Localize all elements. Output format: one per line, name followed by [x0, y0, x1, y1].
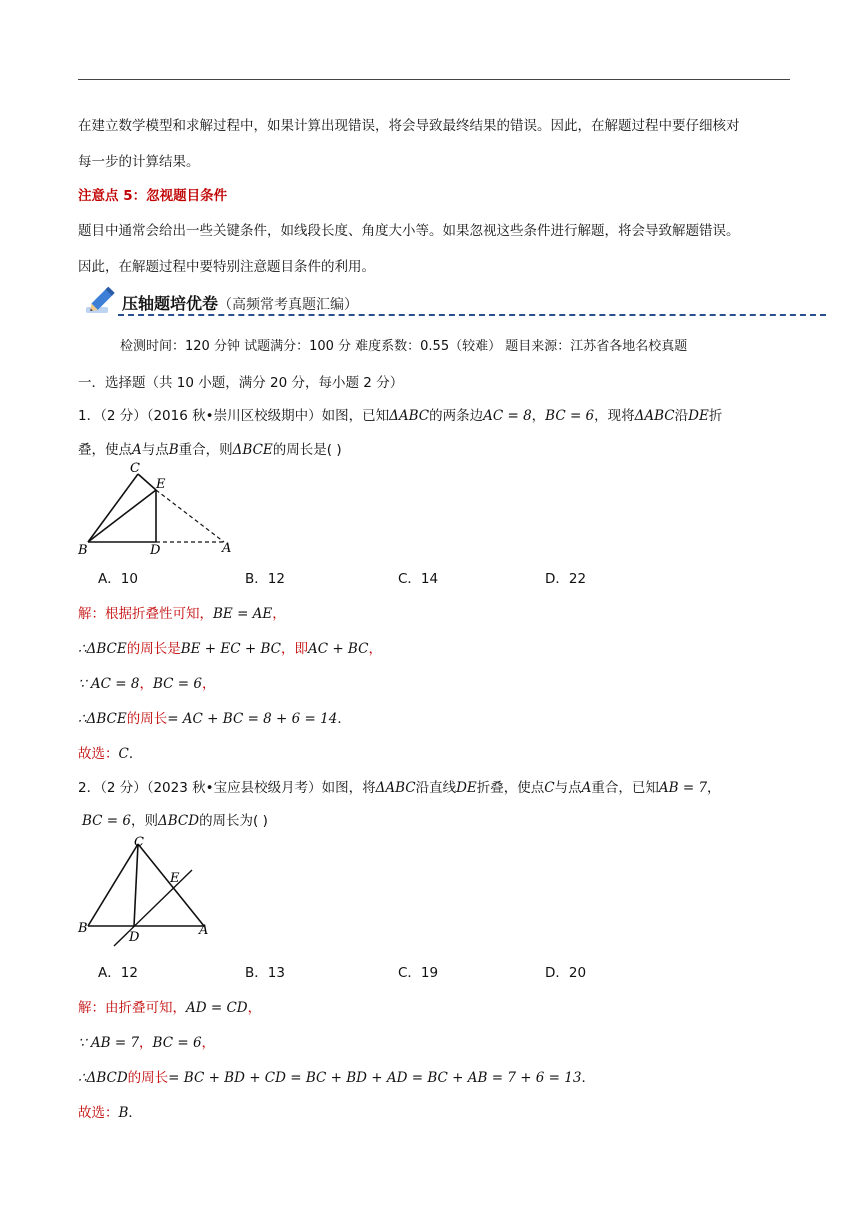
q2-line2-text-c: 的周长为( ): [199, 813, 268, 829]
q2-stem-text-a: 2．（2 分）（2023 秋•宝应县校级月考）如图，将: [78, 780, 376, 796]
q1-segment-ea-dashed: [156, 490, 224, 542]
q1-sol2-end: ，: [368, 641, 382, 657]
q1-line2-text-d: 的周长是( ): [272, 442, 342, 458]
q1-figure: [74, 462, 244, 558]
q2-sol3-math-a: ∴ΔBCD: [78, 1070, 128, 1086]
note5-line-2: 因此，在解题过程中要特别注意题目条件的利用。: [78, 259, 375, 275]
q1-choice-d: D．22: [545, 571, 587, 587]
banner-title-row: [122, 291, 358, 314]
q1-sol3-math-a: ∵ AC = 8: [78, 676, 140, 692]
q1-point-b: B: [168, 442, 179, 458]
banner-dashed-line: [118, 314, 826, 316]
q1-answer-label: 故选：: [78, 746, 119, 762]
q2-sol3-text-b: 的周长: [127, 1070, 169, 1086]
q2-sol2-comma: ，: [139, 1035, 153, 1051]
q2-label-d: D: [129, 930, 140, 945]
q2-sol1-end: ，: [247, 1000, 262, 1016]
q1-label-b: B: [78, 543, 88, 558]
banner-title: 压轴题培优卷: [122, 294, 219, 313]
q2-stem-text-f: ，: [707, 780, 721, 796]
q1-label-e: E: [156, 477, 166, 492]
q1-sol2-math-a: ∴ΔBCE: [78, 641, 127, 657]
q1-sol3-math-c: BC = 6: [152, 676, 202, 692]
q2-figure: [74, 832, 224, 952]
q2-line2-text-b: ，则: [130, 813, 158, 829]
q1-choice-c: C．14: [398, 571, 439, 587]
q2-answer: [78, 1101, 142, 1121]
q1-solution-line-3: [78, 672, 215, 692]
q2-triangle-abc: ΔABC: [375, 780, 416, 796]
q1-sol2-math-c: BE + EC + BC: [180, 641, 281, 657]
note5-title: 注意点 5：忽视题目条件: [78, 188, 228, 204]
q2-line-de: [114, 870, 192, 946]
q1-choice-b: B．12: [245, 571, 285, 587]
q1-ac-value: AC = 8: [483, 408, 532, 424]
q2-answer-choice: B: [118, 1105, 129, 1121]
q2-choice-b: B．13: [245, 965, 285, 981]
q2-stem-line-2: [82, 809, 268, 829]
q2-ab-value: AB = 7: [658, 780, 708, 796]
q2-stem-text-d: 与点: [554, 780, 582, 796]
q1-stem-text-d: 沿: [674, 408, 689, 424]
q2-stem-text-e: 重合，已知: [591, 780, 659, 796]
banner-subtitle: （高频常考真题汇编）: [218, 297, 359, 313]
q1-sol3-comma: ，: [139, 676, 153, 692]
test-info: 检测时间：120 分钟 试题满分：100 分 难度系数：0.55（较难） 题目来源：江苏省各地名校真题: [120, 339, 688, 354]
q2-answer-label: 故选：: [78, 1105, 119, 1121]
q2-stem-line-1: [78, 776, 721, 796]
q2-label-e: E: [170, 871, 180, 886]
q2-label-b: B: [78, 921, 88, 936]
q1-stem-text-a: 1．（2 分）（2016 秋•崇川区校级期中）如图，已知: [78, 408, 390, 424]
q2-stem-text-b: 沿直线: [415, 780, 457, 796]
q1-line2-text-c: 重合，则: [178, 442, 233, 458]
q1-segment-bc: [88, 474, 138, 542]
q1-triangle-abc-2: ΔABC: [634, 408, 675, 424]
q1-segment-be: [88, 490, 156, 542]
q1-sol2-math-e: AC + BC: [307, 641, 369, 657]
q2-label-a: A: [199, 923, 209, 938]
q1-solution-line-2: [78, 637, 382, 657]
q2-bc-value: BC = 6: [82, 813, 131, 829]
q1-bc-value: BC = 6: [545, 408, 595, 424]
q1-sol1-math: BE = AE: [213, 606, 273, 622]
q1-answer-end: ．: [128, 746, 143, 762]
q1-label-c: C: [130, 462, 140, 476]
pencil-icon: [84, 283, 120, 317]
q2-choice-c: C．19: [398, 965, 439, 981]
q1-answer: [78, 742, 142, 762]
q1-stem-line-1: [78, 404, 722, 424]
q2-point-a: A: [581, 780, 592, 796]
q1-triangle-abc: ΔABC: [389, 408, 430, 424]
q2-stem-text-c: 折叠，使点: [476, 780, 545, 796]
q1-sol4-math-c: = AC + BC = 8 + 6 = 14: [167, 711, 338, 727]
q1-label-d: D: [150, 543, 161, 558]
q1-de: DE: [688, 408, 709, 424]
q1-choice-a: A．10: [98, 571, 138, 587]
q1-line2-text-b: 与点: [141, 442, 169, 458]
q1-sol1-text: 解：根据折叠性可知，: [78, 606, 213, 622]
q1-sol4-text-b: 的周长: [126, 711, 168, 727]
q1-point-a: A: [132, 442, 142, 458]
q1-sol1-end: ，: [272, 606, 286, 622]
q1-sol2-text-b: 的周长是: [126, 641, 181, 657]
q2-answer-end: ．: [128, 1105, 142, 1121]
q2-sol3-end: ．: [581, 1070, 595, 1086]
q2-choice-d: D．20: [545, 965, 587, 981]
q1-solution-line-4: [78, 707, 351, 727]
q1-sol3-end: ，: [201, 676, 216, 692]
q1-answer-choice: C: [118, 746, 129, 762]
q1-sol2-text-d: ，即: [280, 641, 308, 657]
q1-triangle-bce: ΔBCE: [232, 442, 273, 458]
q2-triangle-bcd: ΔBCD: [157, 813, 200, 829]
q1-comma: ，: [531, 408, 546, 424]
q2-segment-bc: [88, 844, 138, 926]
q2-solution-line-2: [78, 1031, 215, 1051]
note5-line-1: 题目中通常会给出一些关键条件，如线段长度、角度大小等。如果忽视这些条件进行解题，将会导致解题错误。: [78, 223, 740, 239]
q2-sol2-math-a: ∵ AB = 7: [78, 1035, 140, 1051]
q2-sol1-math: AD = CD: [186, 1000, 248, 1016]
q1-stem-text-e: 折: [708, 408, 723, 424]
q2-segment-cd: [134, 844, 138, 926]
header-rule: [78, 79, 790, 80]
q1-solution-line-1: [78, 602, 286, 622]
q2-point-c: C: [544, 780, 555, 796]
section-heading: 一．选择题（共 10 小题，满分 20 分，每小题 2 分）: [78, 375, 404, 391]
q1-stem-text-c: ，现将: [594, 408, 635, 424]
q1-sol4-math-a: ∴ΔBCE: [78, 711, 127, 727]
q2-choice-a: A．12: [98, 965, 138, 981]
q1-sol4-end: ．: [337, 711, 351, 727]
q1-segment-ce: [138, 474, 156, 490]
q2-solution-line-3: [78, 1066, 595, 1086]
q2-label-c: C: [134, 835, 144, 850]
q1-stem-line-2: [78, 438, 342, 458]
q2-sol2-math-c: BC = 6: [152, 1035, 202, 1051]
q2-sol2-end: ，: [201, 1035, 216, 1051]
intro-line-2: 每一步的计算结果。: [78, 154, 200, 170]
q2-de: DE: [456, 780, 477, 796]
q1-label-a: A: [222, 541, 232, 556]
q1-stem-text-b: 的两条边: [429, 408, 484, 424]
q2-sol1-text: 解：由折叠可知，: [78, 1000, 186, 1016]
q2-solution-line-1: [78, 996, 261, 1016]
intro-line-1: 在建立数学模型和求解过程中，如果计算出现错误，将会导致最终结果的错误。因此，在解题过程中要仔细核对: [78, 118, 740, 134]
q1-line2-text-a: 叠，使点: [78, 442, 132, 458]
q2-sol3-math-c: = BC + BD + CD = BC + BD + AD = BC + AB = 7 + 6 = 13: [168, 1070, 582, 1086]
